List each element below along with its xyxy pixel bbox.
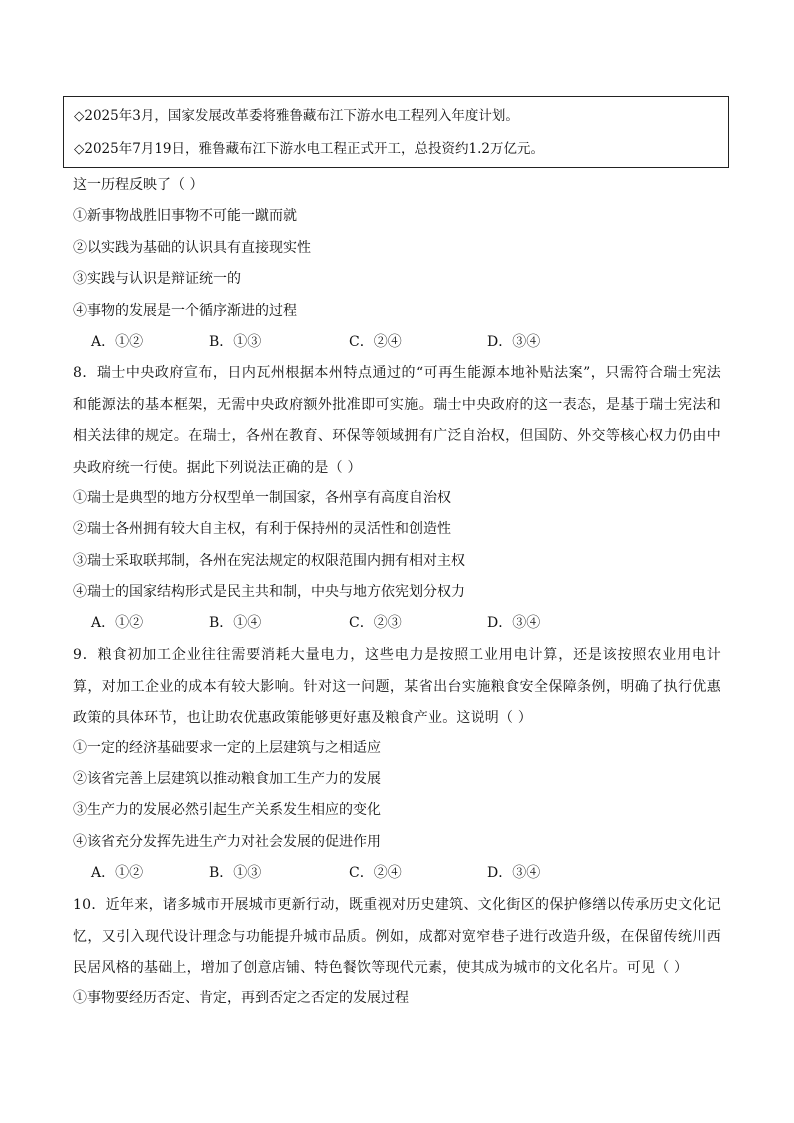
q7-option-d[interactable]: D．③④ [487,334,541,350]
material-box [63,96,729,168]
q8-option-b[interactable]: B．①④ [209,615,262,631]
q10-statement-1: ①事物要经历否定、肯定，再到否定之否定的发展过程 [73,990,409,1006]
q9-statement-1: ①一定的经济基础要求一定的上层建筑与之相适应 [73,740,381,756]
q8-option-d[interactable]: D．③④ [487,615,541,631]
q8-statement-4: ④瑞士的国家结构形式是民主共和制，中央与地方依宪划分权力 [73,584,465,600]
q7-option-c[interactable]: C．②④ [349,334,402,350]
q7-stem: 这一历程反映了（ ） [73,177,204,193]
q9-option-c[interactable]: C．②④ [349,865,402,881]
q9-option-a[interactable]: A．①② [91,865,144,881]
q7-statement-2: ②以实践为基础的认识具有直接现实性 [73,240,311,256]
q9-statement-3: ③生产力的发展必然引起生产关系发生相应的变化 [73,802,381,818]
q7-statement-3: ③实践与认识是辩证统一的 [73,271,241,287]
q8-stem: 8．瑞士中央政府宣布，日内瓦州根据本州特点通过的“可再生能源本地补贴法案”，只需符合瑞士宪法和能源法的基本框架，无需中央政府额外批准即可实施。瑞士中央政府的这一表态，是基于瑞士宪法和相关法律的规定。在瑞士，各州在教育、环保等领域拥有广泛自治权，但国防、外交等核心权力仍由中央政府统一行使。据此下列说法正确的是（ ） [73,365,721,476]
q9-option-d[interactable]: D．③④ [487,865,541,881]
q9-statement-2: ②该省完善上层建筑以推动粮食加工生产力的发展 [73,771,381,787]
q7-option-b[interactable]: B．①③ [209,334,262,350]
q9-option-b[interactable]: B．①③ [209,865,262,881]
q7-option-a[interactable]: A．①② [91,334,144,350]
q9-statement-4: ④该省充分发挥先进生产力对社会发展的促进作用 [73,834,381,850]
q9-stem: 9．粮食初加工企业往往需要消耗大量电力，这些电力是按照工业用电计算，还是该按照农业用电计算，对加工企业的成本有较大影响。针对这一问题，某省出台实施粮食安全保障条例，明确了执行优惠政策的具体环节，也让助农优惠政策能够更好惠及粮食产业。这说明（ ） [73,647,721,726]
q8-option-c[interactable]: C．②③ [349,615,402,631]
material-line-1: ◇2025年3月，国家发展改革委将雅鲁藏布江下游水电工程列入年度计划。 [74,108,519,124]
q10-stem: 10．近年来，诸多城市开展城市更新行动，既重视对历史建筑、文化街区的保护修缮以传承历史文化记忆，又引入现代设计理念与功能提升城市品质。例如，成都对宽窄巷子进行改造升级，在保留传统川西民居风格的基础上，增加了创意店铺、特色餐饮等现代元素，使其成为城市的文化名片。可见（ ） [73,897,721,976]
material-line-2: ◇2025年7月19日，雅鲁藏布江下游水电工程正式开工，总投资约1.2万亿元。 [74,141,544,157]
q8-option-a[interactable]: A．①② [91,615,144,631]
q8-statement-1: ①瑞士是典型的地方分权型单一制国家，各州享有高度自治权 [73,490,451,506]
q8-statement-3: ③瑞士采取联邦制，各州在宪法规定的权限范围内拥有相对主权 [73,553,465,569]
q7-statement-4: ④事物的发展是一个循序渐进的过程 [73,303,297,319]
q8-statement-2: ②瑞士各州拥有较大自主权，有利于保持州的灵活性和创造性 [73,521,451,537]
q7-statement-1: ①新事物战胜旧事物不可能一蹴而就 [73,208,297,224]
